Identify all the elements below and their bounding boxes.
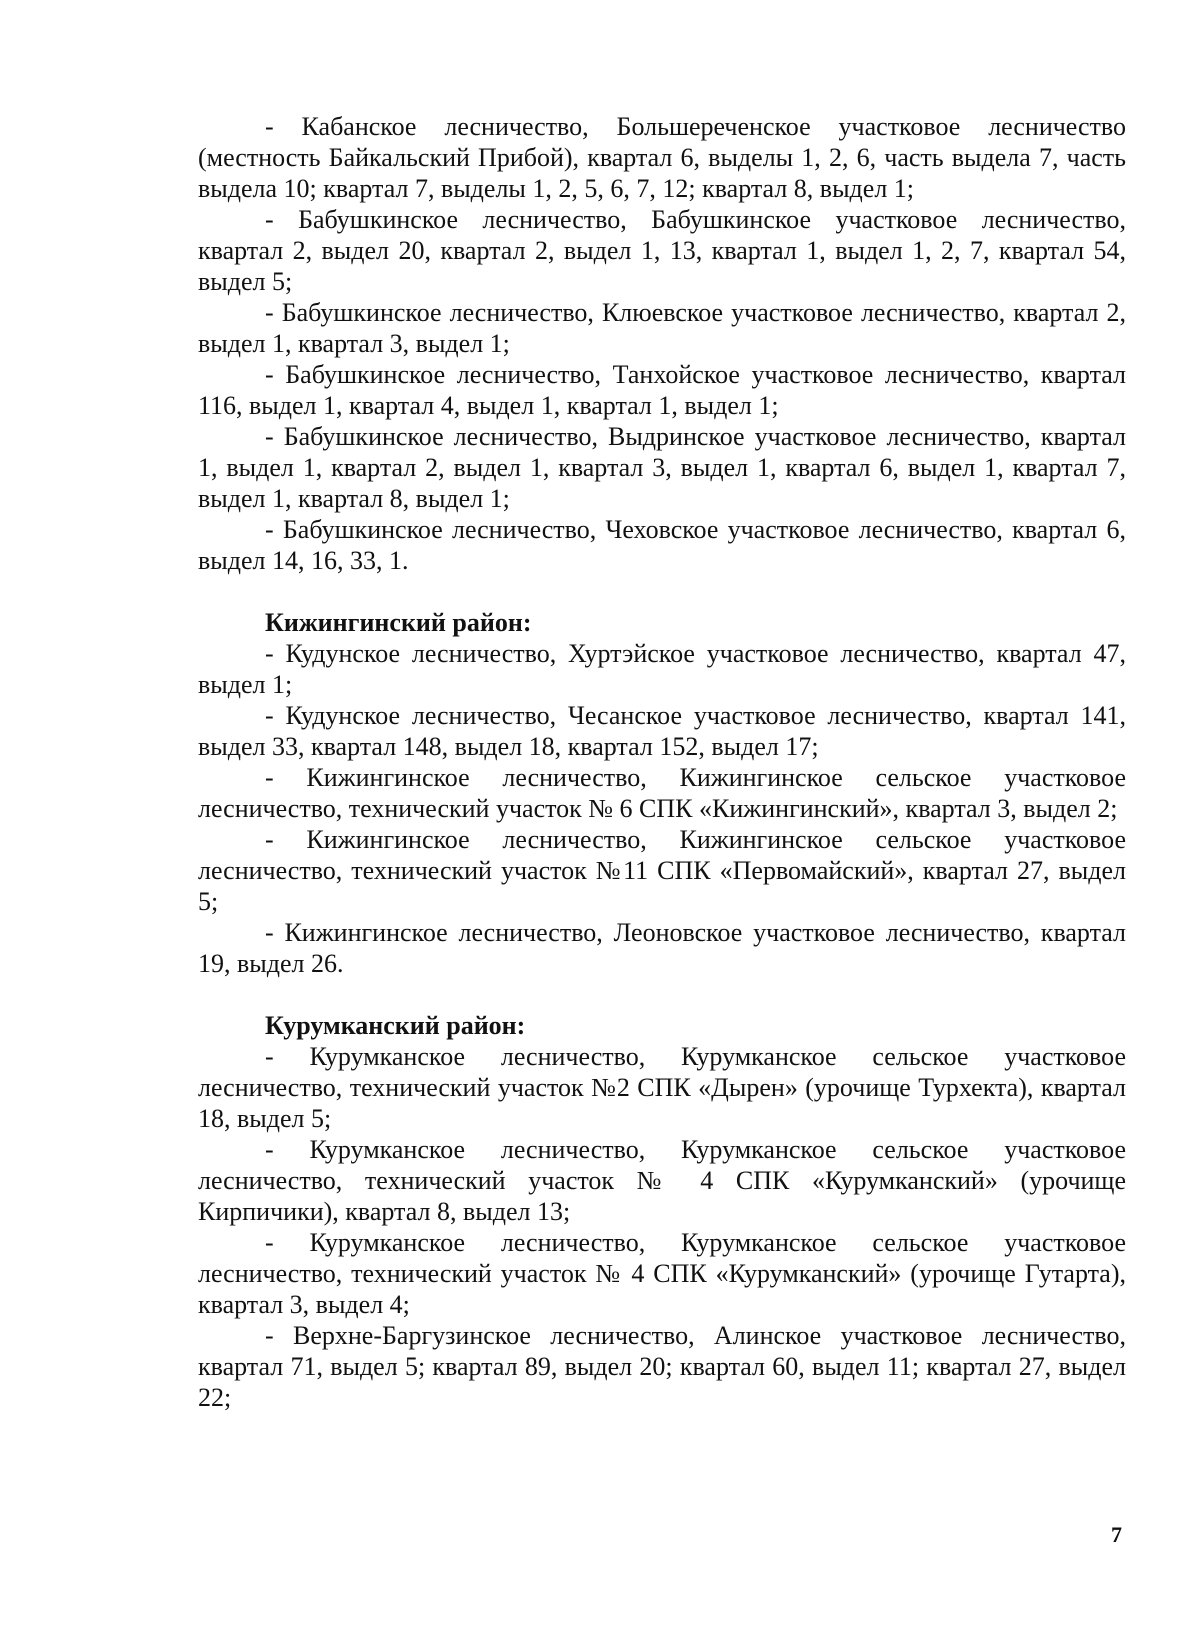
paragraph: - Бабушкинское лесничество, Бабушкинское участковое лесничество, квартал 2, выдел 20, квартал 2, выдел 1, 13, квартал 1, выдел 1, 2, 7, квартал 54, выдел 5; [198,205,1126,296]
paragraph: - Кижингинское лесничество, Кижингинское сельское участковое лесничество, технический участок №11 СПК «Первомайский», квартал 27, выдел 5; [198,825,1126,916]
paragraph: - Бабушкинское лесничество, Чеховское участковое лесничество, квартал 6, выдел 14, 16, 33, 1. [198,515,1126,575]
section-spacer [198,576,1126,607]
paragraph: - Бабушкинское лесничество, Клюевское участковое лесничество, квартал 2, выдел 1, квартал 3, выдел 1; [198,298,1126,358]
paragraph: - Бабушкинское лесничество, Выдринское участковое лесничество, квартал 1, выдел 1, квартал 2, выдел 1, квартал 3, выдел 1, квартал 6, выдел 1, квартал 7, выдел 1, квартал 8, выдел 1; [198,422,1126,513]
paragraph: - Кижингинское лесничество, Кижингинское сельское участковое лесничество, технический участок № 6 СПК «Кижингинский», квартал 3, выдел 2; [198,763,1126,823]
section-spacer [198,979,1126,1010]
paragraph: - Кудунское лесничество, Хуртэйское участковое лесничество, квартал 47, выдел 1; [198,639,1126,699]
paragraph: - Курумканское лесничество, Курумканское сельское участковое лесничество, технический участок № 4 СПК «Курумканский» (урочище Гутарта), квартал 3, выдел 4; [198,1228,1126,1319]
section-heading-kurumkansky: Курумканский район: [265,1011,526,1040]
paragraph: - Курумканское лесничество, Курумканское сельское участковое лесничество, технический участок №2 СПК «Дырен» (урочище Турхекта), квартал 18, выдел 5; [198,1042,1126,1133]
paragraph: - Бабушкинское лесничество, Танхойское участковое лесничество, квартал 116, выдел 1, квартал 4, выдел 1, квартал 1, выдел 1; [198,360,1126,420]
document-body [198,111,1126,1413]
section-heading-kizhinginsky: Кижингинский район: [265,608,532,637]
page-number: 7 [1111,1522,1122,1547]
paragraph: - Верхне-Баргузинское лесничество, Алинское участковое лесничество, квартал 71, выдел 5; квартал 89, выдел 20; квартал 60, выдел 11; квартал 27, выдел 22; [198,1321,1126,1412]
paragraph: - Кудунское лесничество, Чесанское участковое лесничество, квартал 141, выдел 33, квартал 148, выдел 18, квартал 152, выдел 17; [198,701,1126,761]
paragraph: - Кабанское лесничество, Большереченское участковое лесничество (местность Байкальский Прибой), квартал 6, выделы 1, 2, 6, часть выдела 7, часть выдела 10; квартал 7, выделы 1, 2, 5, 6, 7, 12; квартал 8, выдел 1; [198,112,1126,203]
paragraph: - Кижингинское лесничество, Леоновское участковое лесничество, квартал 19, выдел 26. [198,918,1126,978]
paragraph: - Курумканское лесничество, Курумканское сельское участковое лесничество, технический участок № 4 СПК «Курумканский» (урочище Кирпичики), квартал 8, выдел 13; [198,1135,1126,1226]
